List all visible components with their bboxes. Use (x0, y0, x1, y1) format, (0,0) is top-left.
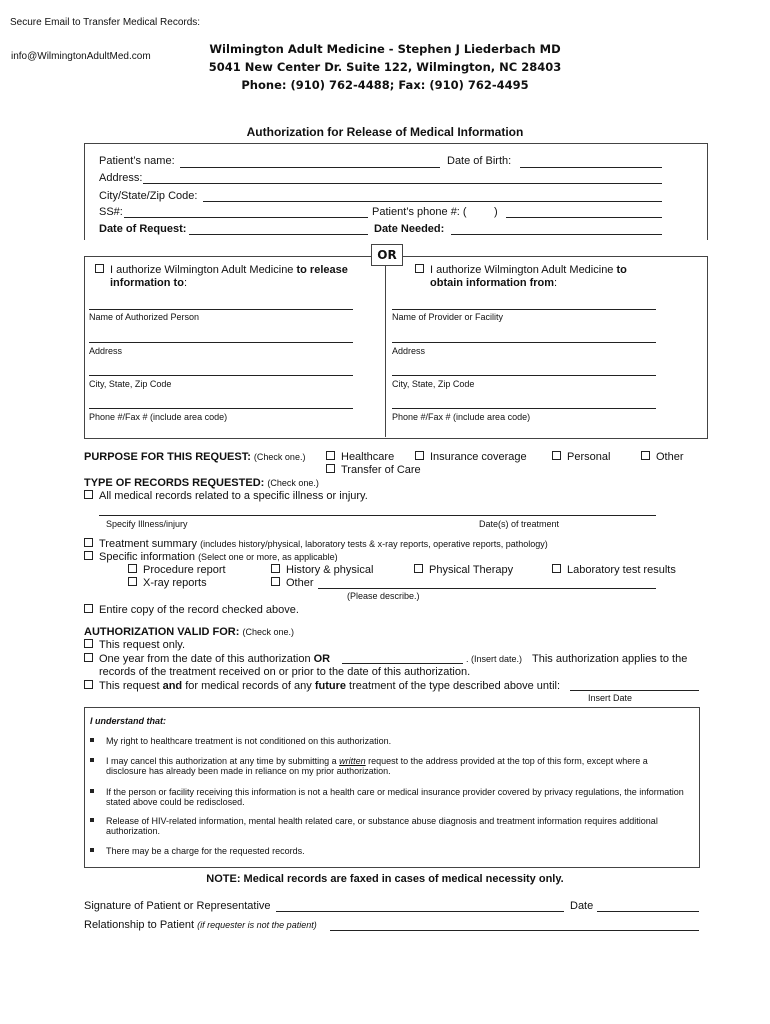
specify-illness-caption: Specify Illness/injury (106, 519, 188, 529)
xray-reports-option[interactable]: X-ray reports (128, 577, 207, 589)
obtain-phone-field[interactable] (392, 408, 656, 409)
records-type-label: TYPE OF RECORDS REQUESTED: (Check one.) (84, 477, 319, 489)
request-date-field[interactable] (189, 234, 368, 235)
all-related-option[interactable]: All medical records related to a specific illness or injury. (84, 490, 368, 502)
validity-label: AUTHORIZATION VALID FOR: (Check one.) (84, 626, 295, 638)
validity-one-year[interactable]: One year from the date of this authorization OR (84, 653, 330, 665)
lab-results-option[interactable]: Laboratory test results (552, 564, 676, 576)
procedure-checkbox[interactable] (128, 564, 137, 573)
release-authorization: I authorize Wilmington Adult Medicine to release (95, 264, 348, 276)
personal-checkbox[interactable] (552, 451, 561, 460)
other-describe-field[interactable] (318, 588, 656, 589)
date-needed-label: Date Needed: (374, 223, 445, 235)
other-records-checkbox[interactable] (271, 577, 280, 586)
understand-heading: I understand that: (90, 716, 166, 726)
release-phone-field[interactable] (89, 408, 353, 409)
physical-therapy-option[interactable]: Physical Therapy (414, 564, 513, 576)
request-only-checkbox[interactable] (84, 639, 93, 648)
all-related-checkbox[interactable] (84, 490, 93, 499)
practice-phone-fax: Phone: (910) 762-4488; Fax: (910) 762-4495 (241, 78, 529, 92)
obtain-phone-caption: Phone #/Fax # (include area code) (392, 412, 531, 422)
release-checkbox[interactable] (95, 264, 104, 273)
fax-note: NOTE: Medical records are faxed in cases of medical necessity only. (206, 873, 564, 885)
release-line2: information to: (110, 277, 187, 289)
patient-name-label: Patient’s name: (99, 155, 175, 167)
dob-field[interactable] (520, 167, 662, 168)
request-date-label: Date of Request: (99, 223, 187, 235)
purpose-other[interactable]: Other (641, 451, 684, 463)
understand-item-1: My right to healthcare treatment is not conditioned on this authorization. (90, 736, 391, 746)
purpose-transfer[interactable]: Transfer of Care (326, 464, 421, 476)
release-city-field[interactable] (89, 375, 353, 376)
obtain-city-caption: City, State, Zip Code (392, 379, 475, 389)
other-records-option[interactable]: Other (271, 577, 314, 589)
box-divider (385, 256, 386, 437)
obtain-authorization: I authorize Wilmington Adult Medicine to (415, 264, 627, 276)
lab-checkbox[interactable] (552, 564, 561, 573)
address-field[interactable] (143, 183, 662, 184)
understand-item-5: There may be a charge for the requested records. (90, 846, 305, 856)
summary-checkbox[interactable] (84, 538, 93, 547)
future-checkbox[interactable] (84, 680, 93, 689)
authorized-person-caption: Name of Authorized Person (89, 312, 200, 322)
understand-item-4: Release of HIV-related information, mental health related care, or substance abuse diagnosis and treatment information requires additional authorization. (90, 816, 690, 836)
transfer-checkbox[interactable] (326, 464, 335, 473)
purpose-label: PURPOSE FOR THIS REQUEST: (Check one.) (84, 451, 306, 463)
city-field[interactable] (203, 201, 662, 202)
understand-item-3: If the person or facility receiving this information is not a health care or medical insurance provider covered by privacy regulations, the information stated above could be redisclosed. (90, 787, 690, 807)
history-physical-option[interactable]: History & physical (271, 564, 373, 576)
signature-date-field[interactable] (597, 911, 699, 912)
purpose-insurance[interactable]: Insurance coverage (415, 451, 527, 463)
purpose-personal[interactable]: Personal (552, 451, 610, 463)
obtain-line2: obtain information from: (430, 277, 558, 289)
specify-illness-field[interactable] (99, 515, 656, 516)
relationship-field[interactable] (330, 930, 699, 931)
obtain-address-caption: Address (392, 346, 426, 356)
other-checkbox[interactable] (641, 451, 650, 460)
specific-info-option[interactable]: Specific information (Select one or more, as applicable) (84, 551, 338, 563)
relationship-label: Relationship to Patient (if requester is not the patient) (84, 919, 317, 931)
specific-checkbox[interactable] (84, 551, 93, 560)
ssn-field[interactable] (124, 217, 368, 218)
applies-to-line2: records of the treatment received on or prior to the date of this authorization. (99, 666, 471, 678)
history-checkbox[interactable] (271, 564, 280, 573)
insert-date-field[interactable] (342, 663, 463, 664)
obtain-address-field[interactable] (392, 342, 656, 343)
procedure-report-option[interactable]: Procedure report (128, 564, 226, 576)
insurance-checkbox[interactable] (415, 451, 424, 460)
address-label: Address: (99, 172, 143, 184)
authorized-person-field[interactable] (89, 309, 353, 310)
date-needed-field[interactable] (451, 234, 662, 235)
purpose-healthcare[interactable]: Healthcare (326, 451, 394, 463)
provider-name-caption: Name of Provider or Facility (392, 312, 504, 322)
obtain-checkbox[interactable] (415, 264, 424, 273)
release-city-caption: City, State, Zip Code (89, 379, 172, 389)
signature-label: Signature of Patient or Representative (84, 900, 271, 912)
practice-address: 5041 New Center Dr. Suite 122, Wilmington, NC 28403 (208, 60, 562, 74)
provider-name-field[interactable] (392, 309, 656, 310)
release-address-field[interactable] (89, 342, 353, 343)
describe-caption: (Please describe.) (347, 591, 420, 601)
release-address-caption: Address (89, 346, 123, 356)
entire-copy-checkbox[interactable] (84, 604, 93, 613)
patient-phone-label: Patient’s phone #: ( (372, 206, 467, 218)
form-title: Authorization for Release of Medical Information (246, 125, 524, 139)
dob-label: Date of Birth: (447, 155, 512, 167)
healthcare-checkbox[interactable] (326, 451, 335, 460)
applies-to-text: This authorization applies to the (532, 653, 688, 665)
dates-treatment-caption: Date(s) of treatment (479, 519, 560, 529)
until-date-field[interactable] (570, 690, 699, 691)
insert-date-caption: Insert Date (588, 693, 633, 703)
obtain-city-field[interactable] (392, 375, 656, 376)
understand-item-2: I may cancel this authorization at any time by submitting a written request to the address provided at the top of this form, except where a disclosure has already been made in reliance on my prior authorization. (90, 756, 690, 776)
validity-future[interactable]: This request and for medical records of any future treatment of the type described above until: (84, 680, 560, 692)
city-label: City/State/Zip Code: (99, 190, 198, 202)
signature-field[interactable] (276, 911, 564, 912)
therapy-checkbox[interactable] (414, 564, 423, 573)
patient-phone-close: ) (494, 206, 498, 218)
entire-copy-option[interactable]: Entire copy of the record checked above. (84, 604, 299, 616)
xray-checkbox[interactable] (128, 577, 137, 586)
patient-phone-field[interactable] (506, 217, 662, 218)
practice-name: Wilmington Adult Medicine - Stephen J Liederbach MD (209, 42, 561, 56)
validity-request-only[interactable]: This request only. (84, 639, 185, 651)
treatment-summary-option[interactable]: Treatment summary (includes history/physical, laboratory tests & x-ray reports, operative reports, pathology) (84, 538, 548, 550)
or-badge: OR (371, 244, 403, 266)
insert-date-note: . (Insert date.) (466, 654, 523, 664)
patient-name-field[interactable] (180, 167, 440, 168)
secure-email-label: Secure Email to Transfer Medical Records: (10, 17, 201, 28)
release-phone-caption: Phone #/Fax # (include area code) (89, 412, 228, 422)
one-year-checkbox[interactable] (84, 653, 93, 662)
signature-date-label: Date (570, 900, 594, 912)
ssn-label: SS#: (99, 206, 123, 218)
secure-email-address[interactable]: info@WilmingtonAdultMed.com (11, 51, 151, 62)
